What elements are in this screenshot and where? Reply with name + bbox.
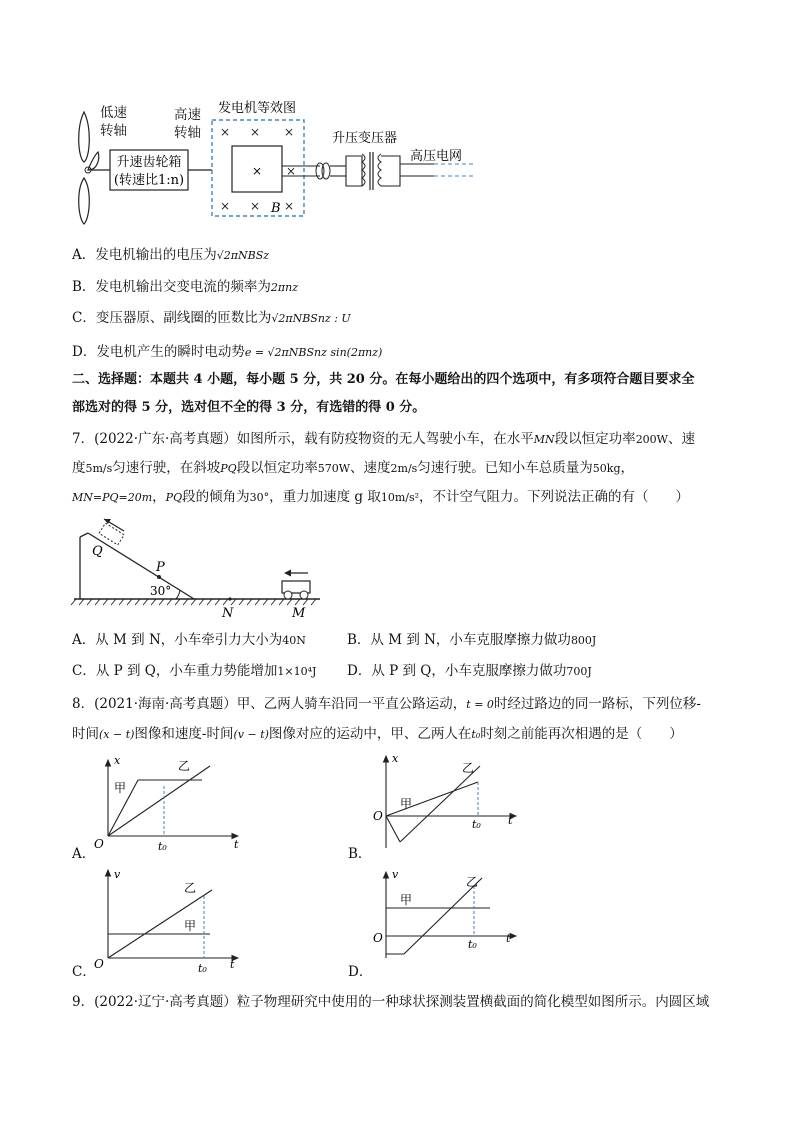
car-on-ground [282, 570, 310, 600]
svg-text:×: × [284, 199, 295, 213]
propeller-icon [79, 112, 99, 224]
q7-line1: 7．(2022·广东·高考真题）如图所示，载有防疫物资的无人驾驶小车，在水平MN段以恒定功率200W、速 [72, 431, 695, 447]
svg-text:乙: 乙 [178, 759, 191, 773]
svg-text:×: × [286, 164, 297, 178]
point-n-label: N [222, 606, 234, 621]
svg-text:t₀: t₀ [472, 818, 481, 831]
q7-option-a[interactable]: A．从 M 到 N，小车牵引力大小为40N [72, 632, 306, 648]
gearbox-label-1: 升速齿轮箱 [116, 155, 182, 170]
svg-text:t: t [506, 932, 511, 945]
q7-option-b[interactable]: B．从 M 到 N，小车克服摩擦力做功800J [347, 632, 597, 648]
q7-line2: 度5m/s匀速行驶，在斜坡PQ段以恒定功率570W、速度2m/s匀速行驶。已知小车总质量为50kg， [72, 460, 635, 476]
svg-text:t₀: t₀ [198, 962, 207, 972]
svg-text:×: × [284, 125, 295, 139]
svg-text:乙: 乙 [462, 761, 475, 775]
svg-text:甲: 甲 [400, 893, 413, 907]
svg-text:×: × [220, 199, 231, 213]
graph-b[interactable] [370, 752, 530, 852]
svg-text:甲: 甲 [114, 781, 127, 795]
svg-text:×: × [220, 125, 231, 139]
graph-a-letter[interactable]: A． [72, 846, 96, 862]
svg-text:乙: 乙 [184, 881, 197, 895]
q7-option-d[interactable]: D．从 P 到 Q，小车克服摩擦力做功700J [347, 663, 592, 679]
graph-d[interactable] [370, 866, 530, 966]
svg-text:v: v [392, 868, 399, 881]
high-speed-shaft-label: 高速 转轴 [174, 107, 201, 141]
svg-text:t₀: t₀ [468, 938, 477, 951]
svg-text:t₀: t₀ [158, 840, 167, 853]
low-speed-shaft-label: 低速 转轴 [100, 105, 127, 139]
svg-text:甲: 甲 [400, 797, 413, 811]
svg-text:t: t [508, 814, 513, 827]
svg-text:乙: 乙 [466, 875, 479, 889]
graph-a[interactable] [92, 752, 252, 856]
q7-option-c[interactable]: C．从 P 到 Q，小车重力势能增加1×10⁴J [72, 663, 317, 679]
section2-line2: 部选对的得 5 分，选对但不全的得 3 分，有选错的得 0 分。 [72, 400, 426, 415]
svg-text:v: v [114, 868, 121, 881]
generator-diagram [70, 98, 490, 230]
svg-text:t: t [234, 838, 239, 851]
graph-b-letter[interactable]: B． [348, 846, 372, 862]
transformer-label: 升压变压器 [332, 131, 398, 146]
point-m-label: M [292, 606, 306, 621]
svg-text:×: × [252, 164, 263, 178]
point-p-label: P [156, 560, 165, 575]
generator-label: 发电机等效图 [218, 101, 297, 116]
slope-figure [70, 515, 330, 623]
point-q-label: Q [92, 544, 103, 559]
q6-option-a[interactable]: A．发电机输出的电压为√2πNBSz [72, 247, 270, 263]
svg-text:O: O [94, 957, 104, 971]
q6-option-c[interactable]: C．变压器原、副线圈的匝数比为√2πNBSnz : U [72, 310, 351, 326]
q9-line1: 9．(2022·辽宁·高考真题）粒子物理研究中使用的一种球状探测装置横截面的简化模型如图所示。内圆区域 [72, 994, 710, 1010]
q8-line2: 时间(x − t)图像和速度-时间(v − t)图像对应的运动中，甲、乙两人在t₀时刻之前能再次相遇的是（ ） [72, 726, 683, 742]
grid-label: 高压电网 [410, 149, 463, 164]
angle-label: 30° [150, 584, 172, 598]
section2-line1: 二、选择题：本题共 4 小题，每小题 5 分，共 20 分。在每小题给出的四个选项中，有多项符合题目要求全 [72, 372, 695, 387]
svg-text:×: × [250, 125, 261, 139]
svg-text:O: O [373, 931, 383, 945]
graph-c[interactable] [92, 866, 252, 972]
svg-text:x: x [114, 754, 121, 767]
q7-line3: MN=PQ=20m，PQ段的倾角为30°，重力加速度 g 取10m/s²，不计空气阻力。下列说法正确的有（ ） [72, 489, 690, 505]
graph-c-letter[interactable]: C． [72, 964, 96, 980]
q6-option-d[interactable]: D．发电机产生的瞬时电动势e = √2πNBSnz sin(2πnz) [72, 344, 383, 360]
gearbox-label-2: (转速比1:n) [113, 173, 185, 188]
svg-text:x: x [392, 752, 399, 765]
svg-text:O: O [373, 809, 383, 823]
svg-text:×: × [250, 199, 261, 213]
q8-line1: 8．(2021·海南·高考真题）甲、乙两人骑车沿同一平直公路运动，t = 0时经过路边的同一路标，下列位移- [72, 696, 701, 712]
q6-option-b[interactable]: B．发电机输出交变电流的频率为2πnz [72, 279, 299, 295]
svg-text:t: t [230, 958, 235, 971]
graph-d-letter[interactable]: D． [348, 964, 373, 980]
svg-text:O: O [94, 837, 104, 851]
field-label: B [271, 201, 281, 216]
svg-text:甲: 甲 [184, 919, 197, 933]
